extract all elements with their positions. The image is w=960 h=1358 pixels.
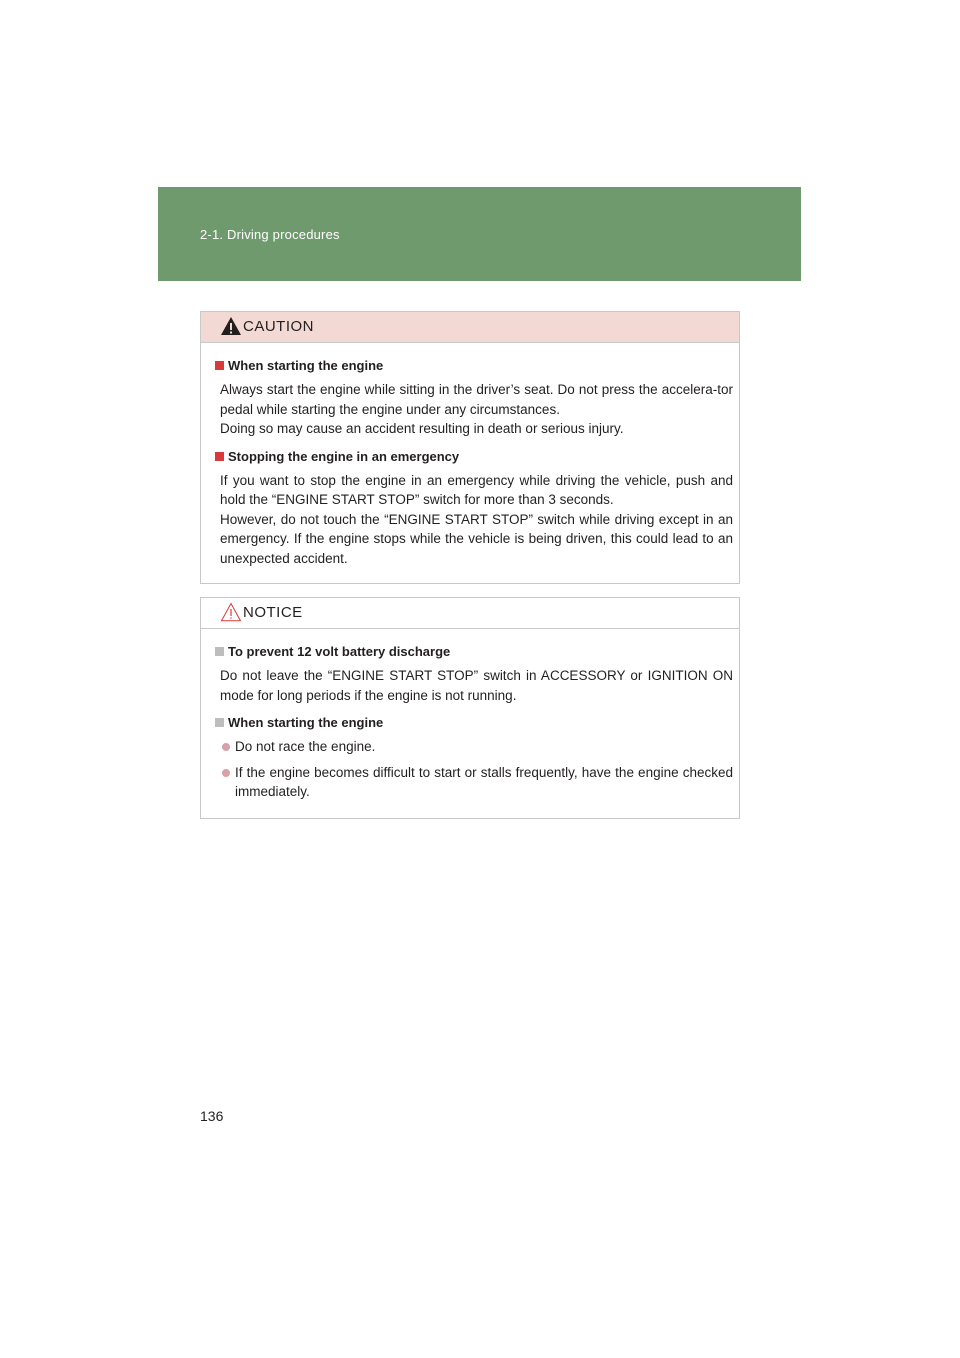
notice-header (201, 598, 739, 629)
square-bullet-icon (215, 361, 224, 370)
notice-bullet: Do not race the engine. (222, 737, 733, 757)
notice-label: NOTICE (243, 604, 303, 621)
caution-item-title: When starting the engine (215, 357, 733, 374)
page-number: 136 (200, 1108, 224, 1124)
square-bullet-icon (215, 718, 224, 727)
caution-item-text: Always start the engine while sitting in the driver’s seat. Do not press the accelera-tor pedal while starting the engine under any circumstances. Doing so may cause an accident resulting in death or serious injury. (220, 382, 733, 436)
warning-outline-icon (220, 602, 242, 622)
notice-bullet: If the engine becomes difficult to start or stalls frequently, have the engine checked immediately. (222, 763, 733, 802)
round-bullet-icon (222, 769, 230, 777)
notice-box (200, 597, 740, 819)
caution-item-title: Stopping the engine in an emergency (215, 448, 733, 465)
notice-item-title: When starting the engine (215, 714, 733, 731)
warning-triangle-icon (220, 316, 242, 336)
caution-header (201, 312, 739, 343)
caution-label: CAUTION (243, 318, 314, 335)
section-title: 2-1. Driving procedures (200, 227, 340, 242)
square-bullet-icon (215, 647, 224, 656)
notice-item-text: Do not leave the “ENGINE START STOP” switch in ACCESSORY or IGNITION ON mode for long periods if the engine is not running. (220, 668, 733, 703)
caution-box (200, 311, 740, 584)
notice-item-title: To prevent 12 volt battery discharge (215, 643, 733, 660)
caution-item-text: If you want to stop the engine in an emergency while driving the vehicle, push and hold the “ENGINE START STOP” switch for more than 3 seconds. However, do not touch the “ENGINE START STOP” switch while driving except in an emergency. If the engine stops while the vehicle is being driven, this could lead to an unexpected accident. (220, 472, 733, 566)
square-bullet-icon (215, 452, 224, 461)
round-bullet-icon (222, 743, 230, 751)
section-header-band (158, 187, 801, 281)
